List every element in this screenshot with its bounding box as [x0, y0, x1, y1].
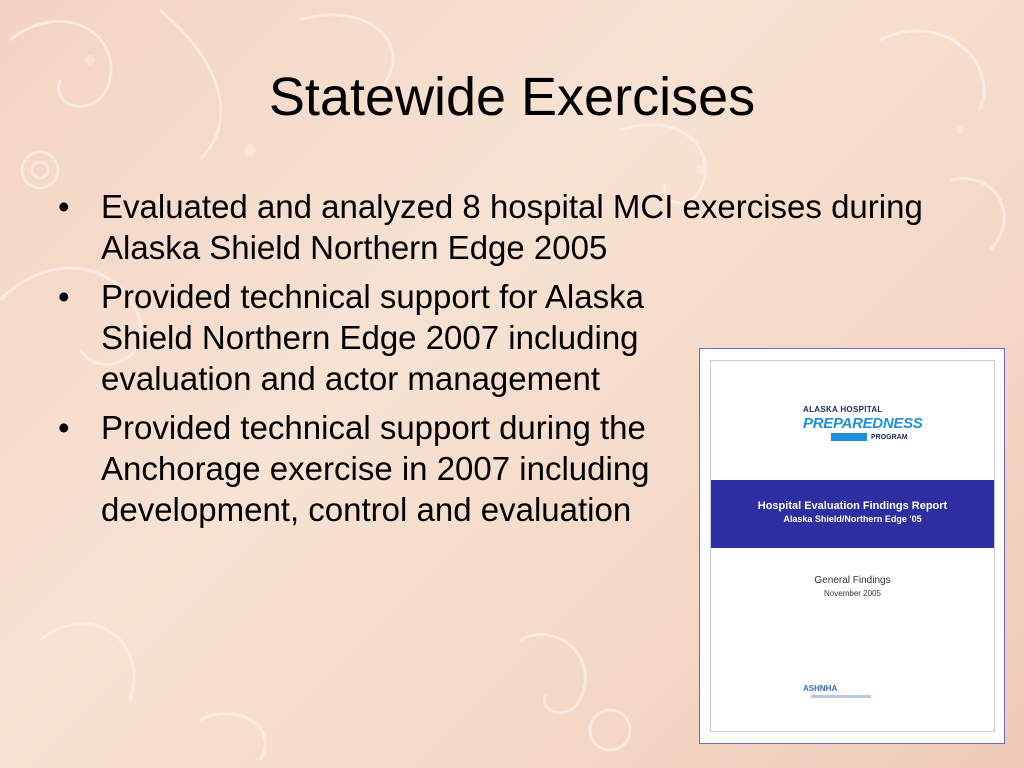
bullet-marker: •	[58, 409, 70, 446]
findings-label: General Findings	[814, 575, 891, 586]
report-subtitle: Alaska Shield/Northern Edge '05	[783, 514, 922, 524]
flag-icon	[831, 433, 867, 441]
bullet-item	[58, 276, 661, 399]
bullet-item	[58, 186, 938, 268]
bullet-marker: •	[58, 278, 70, 315]
report-cover-image	[699, 348, 1005, 744]
report-title: Hospital Evaluation Findings Report	[757, 500, 948, 512]
report-date: November 2005	[824, 589, 881, 598]
footer-logo: ASHNHA	[803, 684, 838, 693]
logo-bottom-text: PROGRAM	[871, 434, 908, 441]
logo-top-text: ALASKA HOSPITAL	[803, 405, 883, 414]
footer-tagline-line	[811, 695, 871, 698]
bullet-text: Provided technical support for Alaska Shield Northern Edge 2007 including evaluation and actor management	[101, 278, 644, 397]
bullet-marker: •	[58, 188, 70, 225]
report-title-band	[711, 480, 994, 548]
logo-main-text: PREPAREDNESS	[803, 415, 923, 432]
bullet-text: Provided technical support during the Anchorage exercise in 2007 including development, control and evaluation	[101, 409, 650, 528]
slide-title: Statewide Exercises	[268, 67, 756, 127]
bullet-text: Evaluated and analyzed 8 hospital MCI exercises during Alaska Shield Northern Edge 2005	[101, 188, 923, 266]
report-cover-page	[710, 360, 995, 732]
bullet-item	[58, 407, 661, 530]
